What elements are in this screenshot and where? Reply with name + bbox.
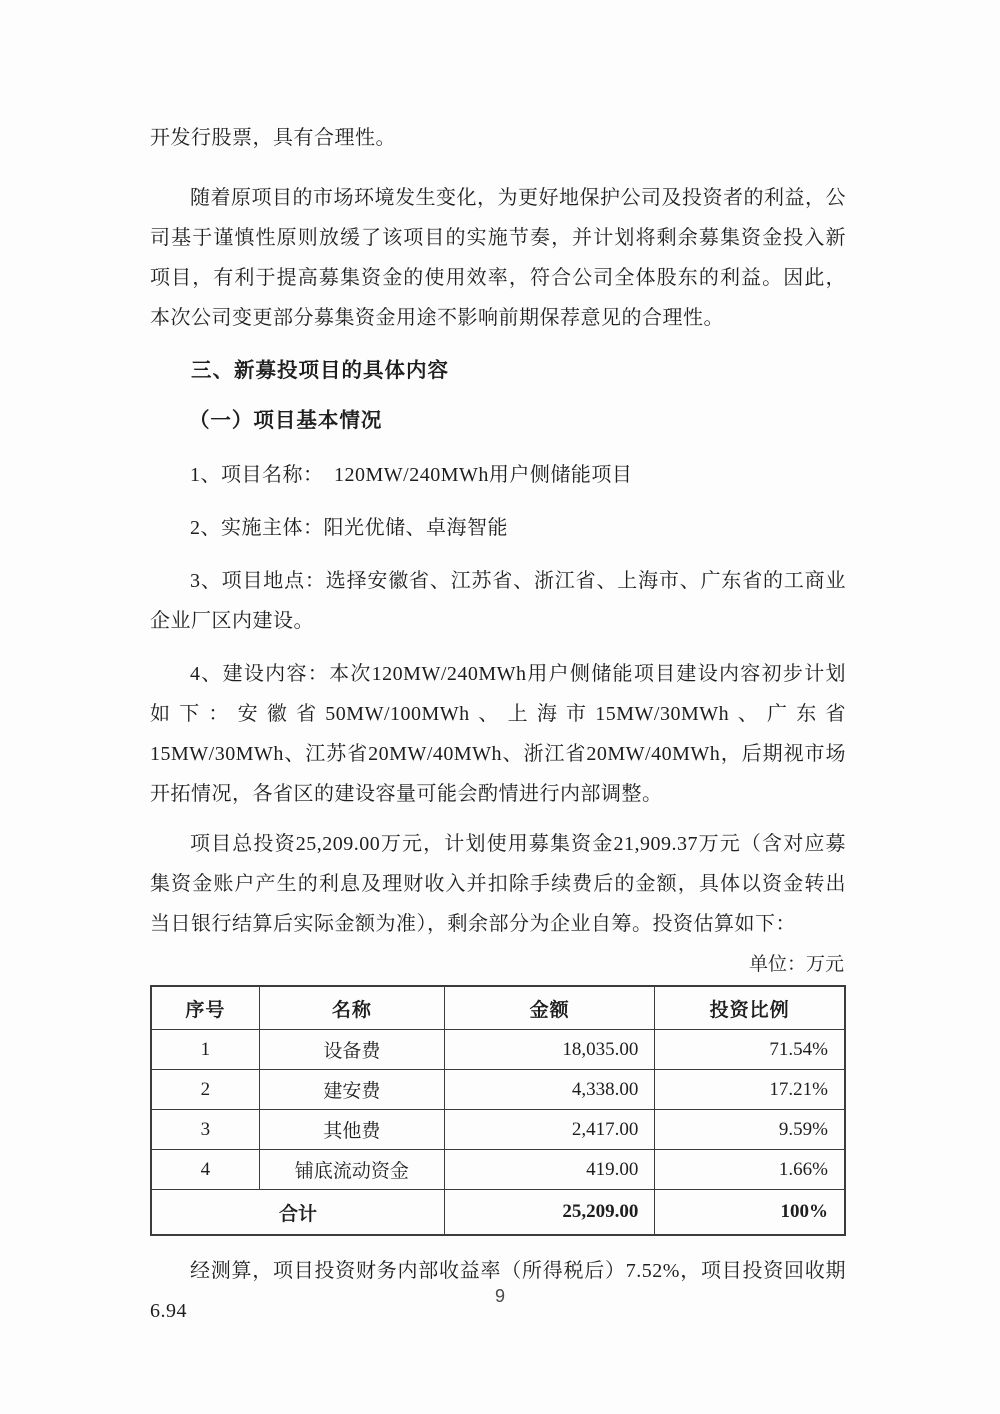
cell-name: 其他费: [259, 1110, 444, 1150]
cell-amount: 419.00: [445, 1150, 655, 1190]
item-project-location: 3、项目地点：选择安徽省、江苏省、浙江省、上海市、广东省的工商业企业厂区内建设。: [150, 570, 846, 632]
paragraph-reason: 随着原项目的市场环境发生变化，为更好地保护公司及投资者的利益，公司基于谨慎性原则放缓了该项目的实施节奏，并计划将剩余募集资金投入新项目，有利于提高募集资金的使用效率，符合公司全体股东的利益。因此，本次公司变更部分募集资金用途不影响前期保荐意见的合理性。: [150, 187, 846, 329]
cell-name: 设备费: [259, 1030, 444, 1070]
cell-index: 2: [151, 1070, 259, 1110]
table-row: [151, 1150, 845, 1190]
paragraph-irr-payback: 经测算，项目投资财务内部收益率（所得税后）7.52%，项目投资回收期6.94: [150, 1260, 846, 1322]
cell-amount: 18,035.00: [445, 1030, 655, 1070]
item-implementing-entity: 2、实施主体：阳光优储、卓海智能: [190, 517, 508, 539]
column-header-amount: 金额: [445, 986, 655, 1030]
cell-ratio: 9.59%: [655, 1110, 845, 1150]
cell-ratio: 1.66%: [655, 1150, 845, 1190]
page-content: [150, 118, 846, 1331]
table-row: [151, 1030, 845, 1070]
cell-index: 1: [151, 1030, 259, 1070]
paragraph-continuation: 开发行股票，具有合理性。: [150, 127, 396, 149]
column-header-index: 序号: [151, 986, 259, 1030]
table-unit-note: 单位：万元: [748, 954, 844, 975]
table-header-row: [151, 986, 845, 1030]
column-header-name: 名称: [259, 986, 444, 1030]
cell-index: 4: [151, 1150, 259, 1190]
cell-total-ratio: 100%: [655, 1190, 845, 1236]
table-row: [151, 1110, 845, 1150]
section-heading: 三、新募投项目的具体内容: [191, 360, 449, 382]
investment-estimate-table: [150, 985, 846, 1236]
cell-amount: 4,338.00: [445, 1070, 655, 1110]
item-construction-content: 4、建设内容：本次120MW/240MWh用户侧储能项目建设内容初步计划如下：安徽省50MW/100MWh、上海市15MW/30MWh、广东省15MW/30MWh、江苏省20MW/40MWh、浙江省20MW/40MWh，后期视市场开拓情况，各省区的建设容量可能会酌情进行内部调整。: [150, 663, 846, 805]
cell-total-label: 合计: [151, 1190, 445, 1236]
cell-amount: 2,417.00: [445, 1110, 655, 1150]
cell-ratio: 71.54%: [655, 1030, 845, 1070]
subsection-heading: （一）项目基本情况: [188, 410, 383, 432]
cell-ratio: 17.21%: [655, 1070, 845, 1110]
cell-index: 3: [151, 1110, 259, 1150]
cell-name: 铺底流动资金: [259, 1150, 444, 1190]
item-project-name: 1、项目名称： 120MW/240MWh用户侧储能项目: [190, 464, 633, 486]
page-number: 9: [494, 1286, 505, 1306]
cell-name: 建安费: [259, 1070, 444, 1110]
cell-total-amount: 25,209.00: [445, 1190, 655, 1236]
table-total-row: [151, 1190, 845, 1236]
paragraph-investment-total: 项目总投资25,209.00万元，计划使用募集资金21,909.37万元（含对应募集资金账户产生的利息及理财收入并扣除手续费后的金额，具体以资金转出当日银行结算后实际金额为准），剩余部分为企业自筹。投资估算如下：: [150, 833, 846, 935]
table-row: [151, 1070, 845, 1110]
column-header-ratio: 投资比例: [655, 986, 845, 1030]
